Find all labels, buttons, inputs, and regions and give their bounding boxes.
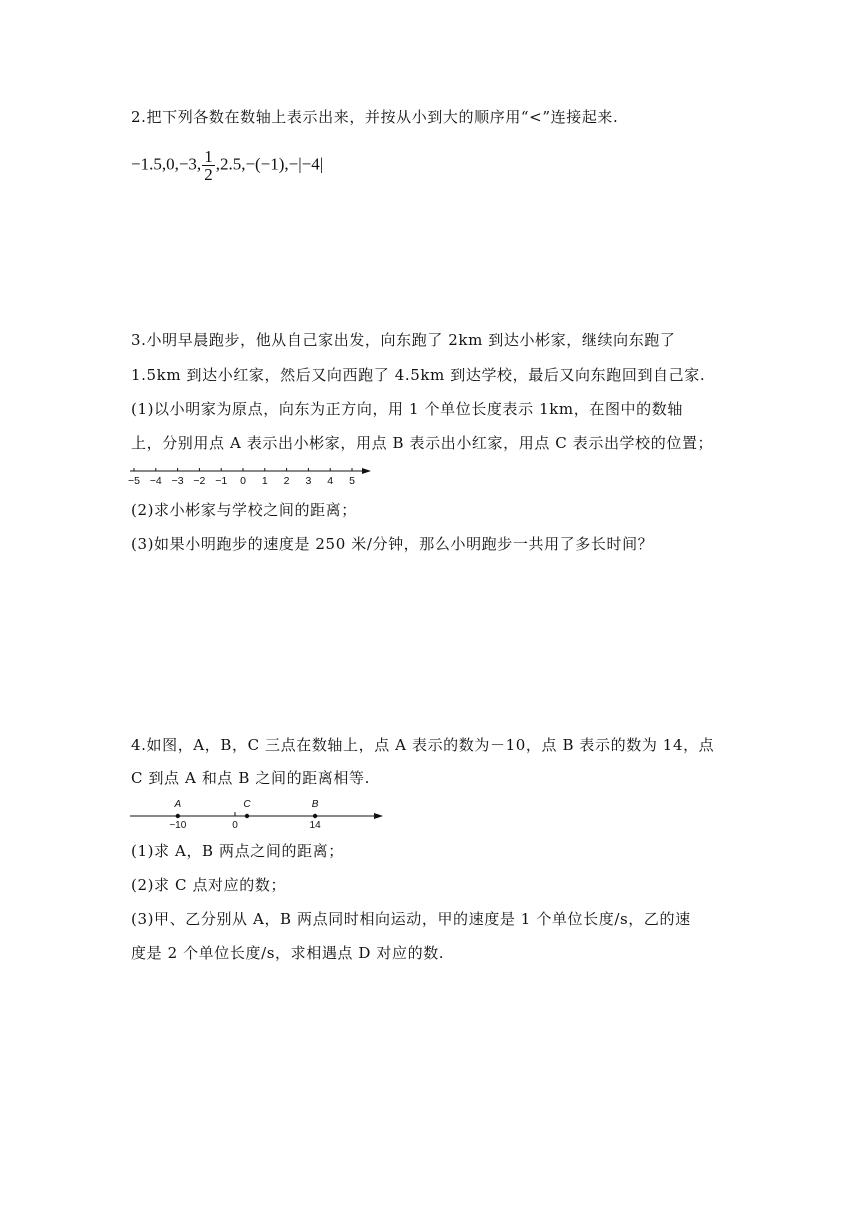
q3-number-line bbox=[128, 462, 378, 492]
q4-line-2: C 到点 A 和点 B 之间的距离相等. bbox=[131, 769, 370, 787]
q4-number-line bbox=[128, 796, 388, 836]
q4-sub1: (1)求 A，B 两点之间的距离； bbox=[131, 842, 344, 860]
q3-tick-label: −3 bbox=[171, 475, 184, 487]
q2-math-part-b: ,2.5,−(−1),−|−4| bbox=[215, 154, 324, 174]
q4-sub3-line-1: (3)甲、乙分别从 A，B 两点同时相向运动，甲的速度是 1 个单位长度/s，乙的速 bbox=[131, 910, 691, 928]
q3-axis-arrow bbox=[362, 468, 371, 474]
q2-fraction bbox=[202, 148, 215, 183]
q4-point-c-label: C bbox=[243, 799, 251, 810]
q4-axis-arrow bbox=[374, 813, 383, 819]
q3-tick-label: 3 bbox=[305, 475, 312, 487]
q4-number-line-svg bbox=[128, 796, 388, 832]
q4-point-a-label: A bbox=[174, 799, 182, 810]
q4-point-a bbox=[176, 814, 180, 818]
q3-line-1: 3.小明早晨跑步，他从自己家出发，向东跑了 2km 到达小彬家，继续向东跑了 bbox=[131, 331, 676, 349]
q2-prompt: 2.把下列各数在数轴上表示出来，并按从小到大的顺序用“<”连接起来. bbox=[131, 108, 619, 126]
q3-tick-label: 2 bbox=[283, 475, 290, 487]
q3-tick-label: −5 bbox=[128, 475, 140, 487]
q2-number-list bbox=[131, 148, 323, 183]
q3-sub2: (2)求小彬家与学校之间的距离； bbox=[131, 501, 357, 519]
q4-line-1: 4.如图，A，B，C 三点在数轴上，点 A 表示的数为－10，点 B 表示的数为 14，点 bbox=[131, 736, 715, 754]
q4-point-b-value: 14 bbox=[309, 820, 321, 831]
q3-tick-label: −1 bbox=[215, 475, 228, 487]
q3-number-line-svg bbox=[128, 462, 378, 488]
q3-tick-label: −2 bbox=[193, 475, 206, 487]
q2-math-part-a: −1.5,0,−3, bbox=[131, 154, 202, 174]
q4-sub3-line-2: 度是 2 个单位长度/s，求相遇点 D 对应的数. bbox=[131, 944, 445, 962]
q3-sub3: (3)如果小明跑步的速度是 250 米/分钟，那么小明跑步一共用了多长时间？ bbox=[131, 535, 654, 553]
q4-point-a-value: −10 bbox=[169, 820, 187, 831]
q3-tick-label: 1 bbox=[261, 475, 268, 487]
q3-tick-label: 4 bbox=[327, 475, 334, 487]
q2-fraction-numerator: 1 bbox=[204, 147, 213, 166]
q3-sub1-line-1: (1)以小明家为原点，向东为正方向，用 1 个单位长度表示 1km，在图中的数轴 bbox=[131, 400, 683, 418]
q3-tick-label: 5 bbox=[349, 475, 355, 487]
q4-point-c bbox=[245, 814, 249, 818]
q4-point-b bbox=[313, 814, 317, 818]
q3-tick-label: −4 bbox=[149, 475, 162, 487]
q2-fraction-denominator: 2 bbox=[204, 165, 213, 184]
q4-point-b-label: B bbox=[311, 799, 319, 810]
q3-sub1-line-2: 上，分别用点 A 表示出小彬家，用点 B 表示出小红家，用点 C 表示出学校的位置； bbox=[131, 434, 714, 452]
q4-sub2: (2)求 C 点对应的数； bbox=[131, 876, 287, 894]
q3-line-2: 1.5km 到达小红家，然后又向西跑了 4.5km 到达学校，最后又向东跑回到自己家. bbox=[131, 366, 706, 384]
q4-point-c-value: 0 bbox=[232, 820, 238, 831]
q3-tick-label: 0 bbox=[240, 475, 246, 487]
